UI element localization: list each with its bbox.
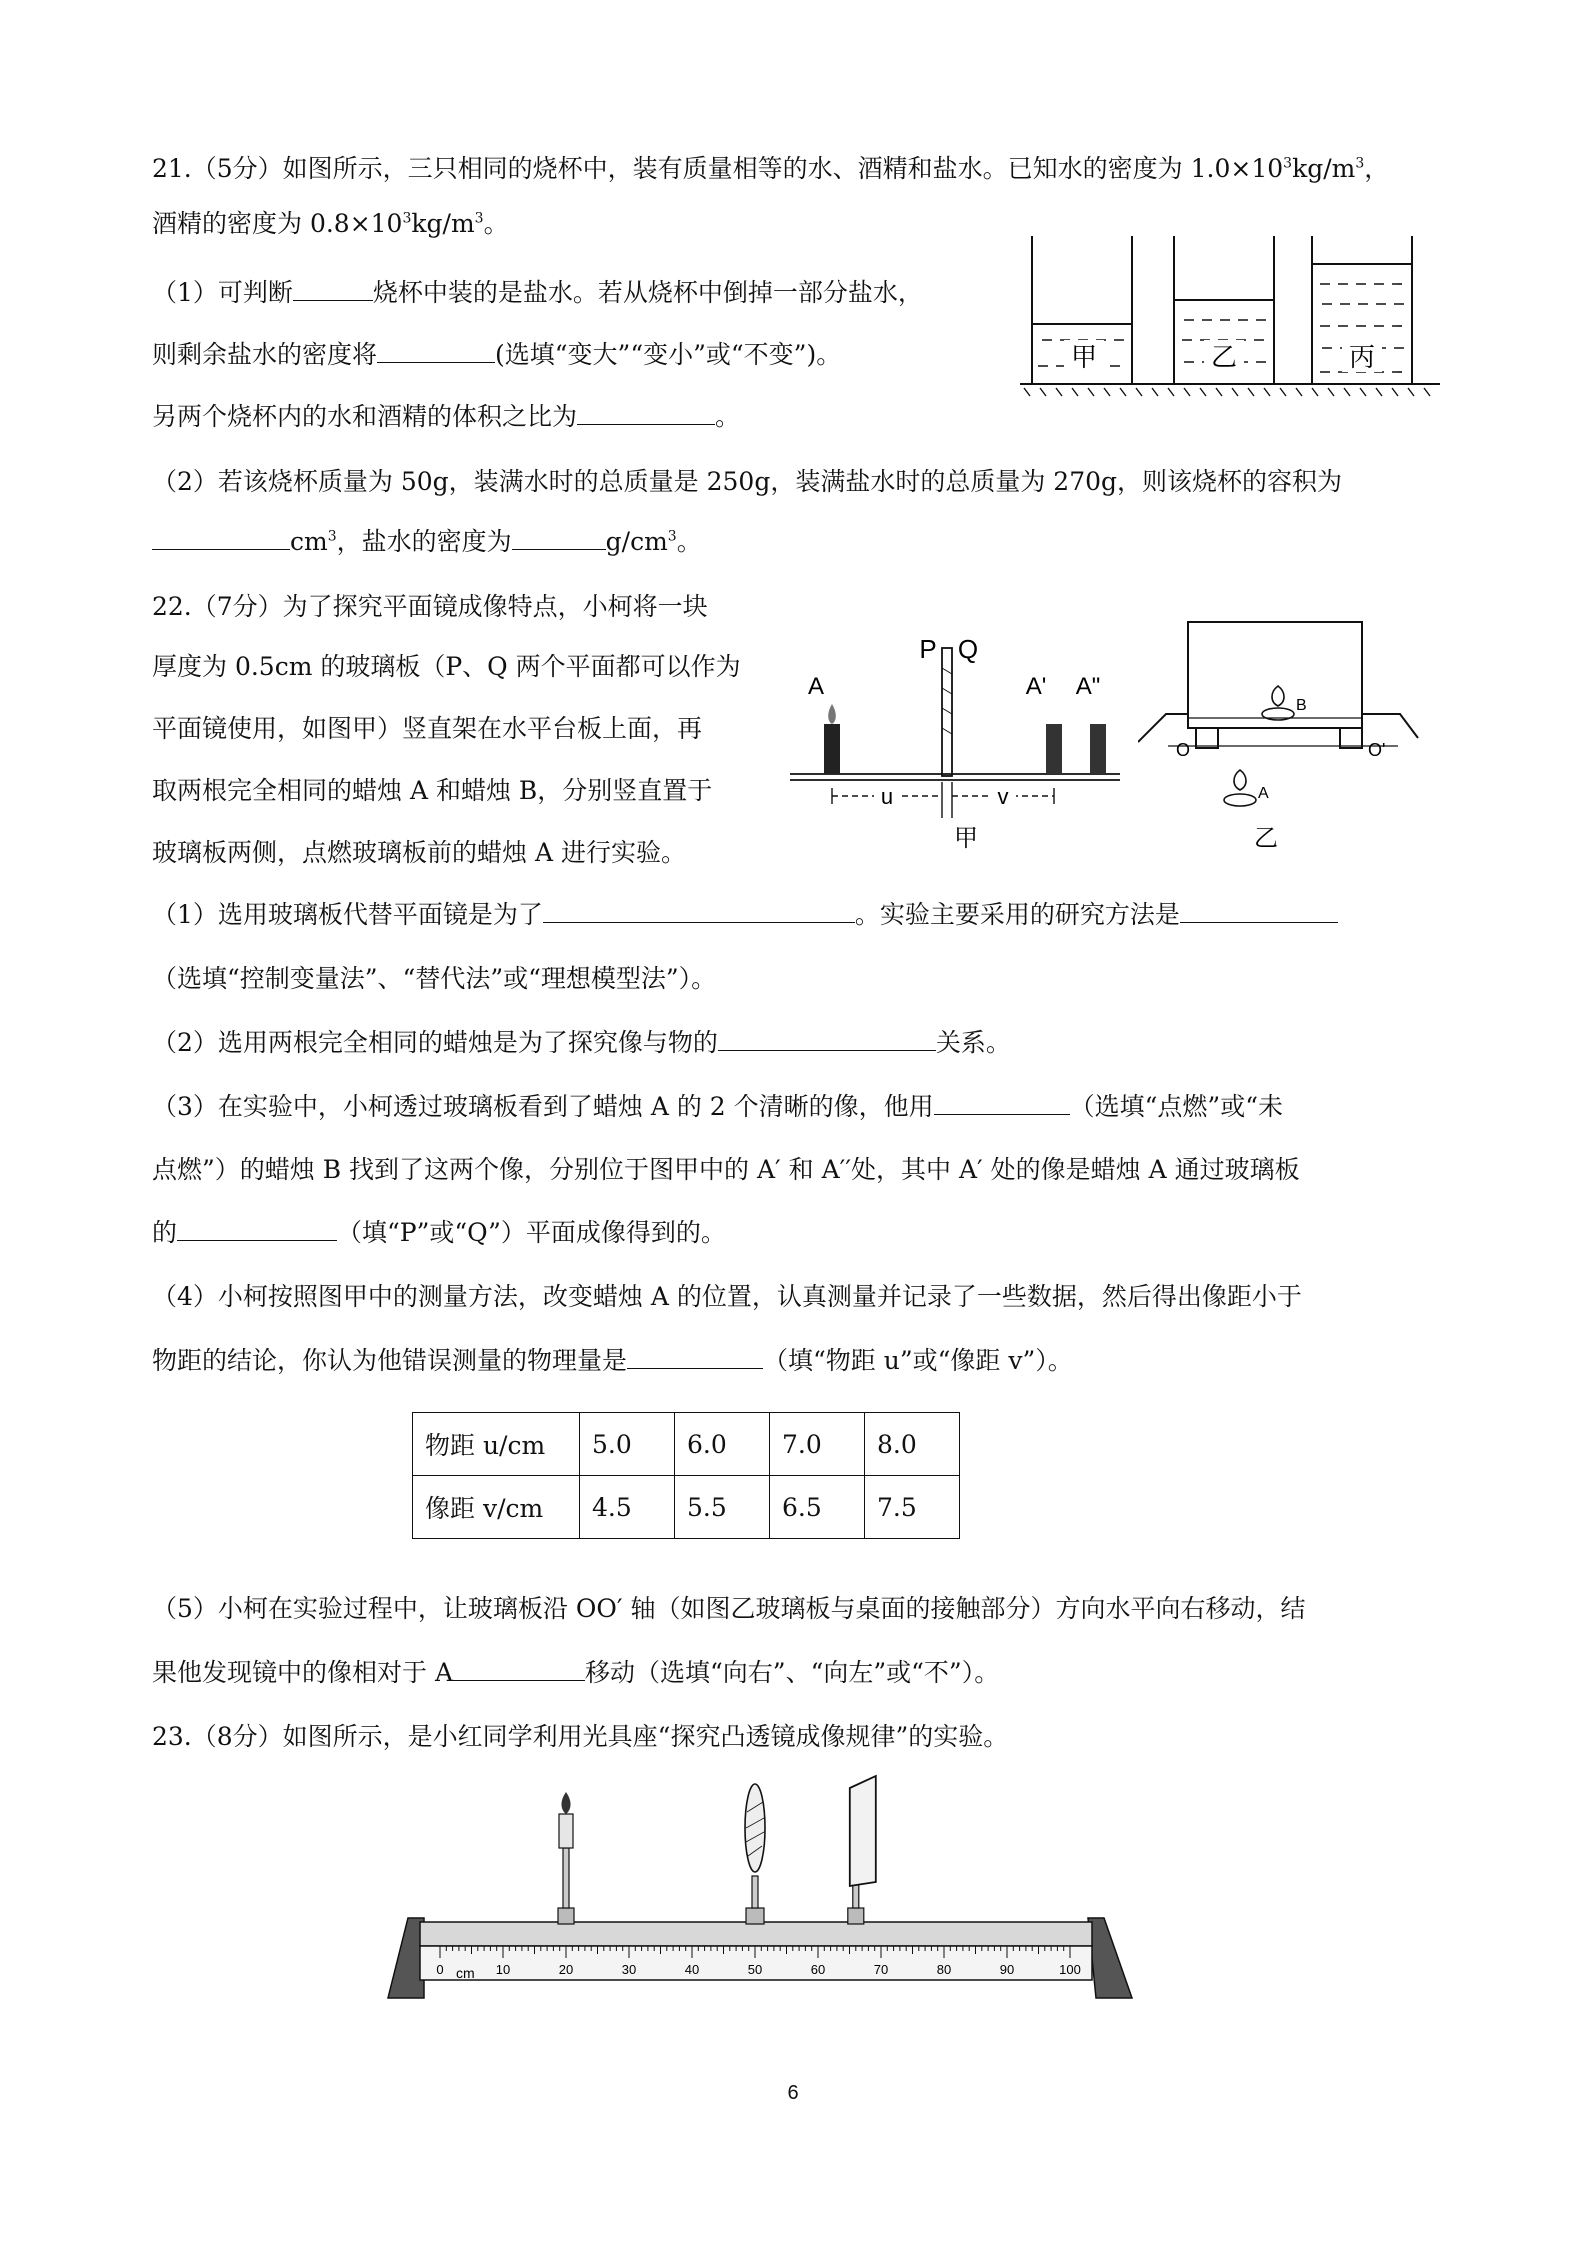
yi-o-label: O	[1176, 740, 1191, 760]
answer-blank[interactable]	[934, 1090, 1070, 1115]
q22-intro-3: 平面镜使用，如图甲）竖直架在水平台板上面，再	[152, 714, 703, 743]
ruler-tick-label: 70	[873, 1962, 889, 1977]
a-label: A	[807, 673, 825, 700]
ruler-tick-label: 0	[436, 1962, 444, 1977]
q22-intro-5: 玻璃板两侧，点燃玻璃板前的蜡烛 A 进行实验。	[152, 838, 686, 867]
table-cell: 6.0	[675, 1413, 770, 1476]
answer-blank[interactable]	[152, 525, 290, 550]
beakers-figure	[1020, 228, 1440, 410]
fig-jia-caption: 甲	[954, 825, 978, 852]
ruler-tick-label: 80	[936, 1962, 952, 1977]
answer-blank[interactable]	[627, 1344, 763, 1369]
p-label: P	[919, 634, 937, 664]
ruler-tick-label: 20	[558, 1962, 574, 1977]
a-double-prime-label: A"	[1075, 673, 1101, 700]
beaker-label-yi: 乙	[1210, 342, 1238, 372]
answer-blank[interactable]	[718, 1026, 936, 1051]
table-row	[413, 1476, 960, 1539]
ruler-tick-label: 10	[495, 1962, 511, 1977]
ruler-unit: cm	[456, 1965, 475, 1981]
q21-part2-line-1: （2）若该烧杯质量为 50g，装满水时的总质量是 250g，装满盐水时的总质量为 270g，则该烧杯的容积为	[152, 467, 1343, 496]
distance-table	[412, 1412, 960, 1539]
answer-blank[interactable]	[512, 525, 606, 550]
q22-s1-line-1: （1）选用玻璃板代替平面镜是为了 。实验主要采用的研究方法是	[152, 898, 1338, 932]
ruler-tick-label: 90	[999, 1962, 1015, 1977]
q22-s3-line-2: 点燃”）的蜡烛 B 找到了这两个像，分别位于图甲中的 A′ 和 A′′处，其中 A′ 处的像是蜡烛 A 通过玻璃板	[152, 1155, 1300, 1184]
table-header-cell: 像距 v/cm	[413, 1476, 580, 1539]
q23-intro: 23.（8分）如图所示，是小红同学利用光具座“探究凸透镜成像规律”的实验。	[152, 1722, 1009, 1751]
table-cell: 6.5	[770, 1476, 865, 1539]
mirror-figure-yi	[1138, 618, 1420, 858]
ruler-tick-label: 60	[810, 1962, 826, 1977]
mirror-figure-jia	[790, 628, 1120, 858]
answer-blank[interactable]	[543, 898, 855, 923]
q21-line-1: 21.（5分）如图所示，三只相同的烧杯中，装有质量相等的水、酒精和盐水。已知水的密度为 $1.0\times 10^3kg/m^3$，	[152, 154, 1390, 183]
table-cell: 7.0	[770, 1413, 865, 1476]
q21-part1-line-1: （1）可判断 烧杯中装的是盐水。若从烧杯中倒掉一部分盐水，	[152, 278, 923, 307]
answer-blank[interactable]	[177, 1216, 337, 1241]
table-cell: 5.0	[580, 1413, 675, 1476]
answer-blank[interactable]	[453, 1656, 585, 1681]
a-prime-label: A'	[1025, 673, 1047, 700]
q21-part2-line-2: $cm^3$，盐水的密度为 $g/cm^3$。	[152, 525, 702, 559]
yi-a-label: A	[1258, 785, 1269, 802]
ruler-tick-label: 30	[621, 1962, 637, 1977]
candle	[558, 1792, 574, 1924]
q22-s1-line-2: （选填“控制变量法”、“替代法”或“理想模型法”）。	[152, 964, 717, 993]
q22-intro-4: 取两根完全相同的蜡烛 A 和蜡烛 B，分别竖直置于	[152, 776, 713, 805]
q22-intro-2: 厚度为 0.5cm 的玻璃板（P、Q 两个平面都可以作为	[152, 652, 741, 681]
yi-b-label: B	[1296, 697, 1307, 714]
beaker-label-jia: 甲	[1070, 342, 1098, 372]
answer-blank[interactable]	[1180, 898, 1338, 923]
table-cell: 8.0	[865, 1413, 960, 1476]
ruler-tick-label: 40	[684, 1962, 700, 1977]
page-number: 6	[787, 2082, 799, 2104]
answer-blank[interactable]	[577, 400, 715, 425]
table-cell: 7.5	[865, 1476, 960, 1539]
fig-yi-caption: 乙	[1254, 825, 1278, 852]
yi-o-prime-label: O'	[1368, 740, 1386, 760]
q-label: Q	[957, 634, 979, 664]
beaker-label-bing: 丙	[1348, 342, 1376, 372]
v-label: v	[997, 784, 1009, 809]
q21-line-2: 酒精的密度为 $0.8\times 10^3kg/m^3$。	[152, 209, 509, 238]
table-cell: 5.5	[675, 1476, 770, 1539]
answer-blank[interactable]	[293, 276, 373, 301]
q22-s4-line-2: 物距的结论，你认为他错误测量的物理量是 （填“物距 u”或“像距 v”）。	[152, 1346, 1073, 1375]
u-label: u	[880, 784, 894, 809]
optical-bench-figure	[380, 1772, 1140, 2016]
ruler-tick-label: 50	[747, 1962, 763, 1977]
q22-s5-line-1: （5）小柯在实验过程中，让玻璃板沿 OO′ 轴（如图乙玻璃板与桌面的接触部分）方向水平向右移动，结	[152, 1594, 1306, 1623]
q22-s3-line-3: 的 （填“P”或“Q”）平面成像得到的。	[152, 1218, 726, 1247]
ruler-tick-label: 100	[1059, 1962, 1081, 1977]
q22-s2: （2）选用两根完全相同的蜡烛是为了探究像与物的 关系。	[152, 1028, 1011, 1057]
light-screen	[848, 1776, 876, 1924]
table-row	[413, 1413, 960, 1476]
q21-part1-line-3: 另两个烧杯内的水和酒精的体积之比为 。	[152, 402, 741, 431]
q21-part1-line-2: 则剩余盐水的密度将 (选填“变大”“变小”或“不变”)。	[152, 340, 842, 369]
convex-lens	[745, 1784, 765, 1924]
table-header-cell: 物距 u/cm	[413, 1413, 580, 1476]
answer-blank[interactable]	[377, 338, 495, 363]
q22-s3-line-1: （3）在实验中，小柯透过玻璃板看到了蜡烛 A 的 2 个清晰的像，他用 （选填“点燃”或“未	[152, 1092, 1283, 1121]
q22-s4-line-1: （4）小柯按照图甲中的测量方法，改变蜡烛 A 的位置，认真测量并记录了一些数据，然后得出像距小于	[152, 1282, 1302, 1311]
q22-s5-line-2: 果他发现镜中的像相对于 A 移动（选填“向右”、“向左”或“不”）。	[152, 1658, 1000, 1687]
table-cell: 4.5	[580, 1476, 675, 1539]
q22-intro-1: 22.（7分）为了探究平面镜成像特点，小柯将一块	[152, 592, 708, 621]
